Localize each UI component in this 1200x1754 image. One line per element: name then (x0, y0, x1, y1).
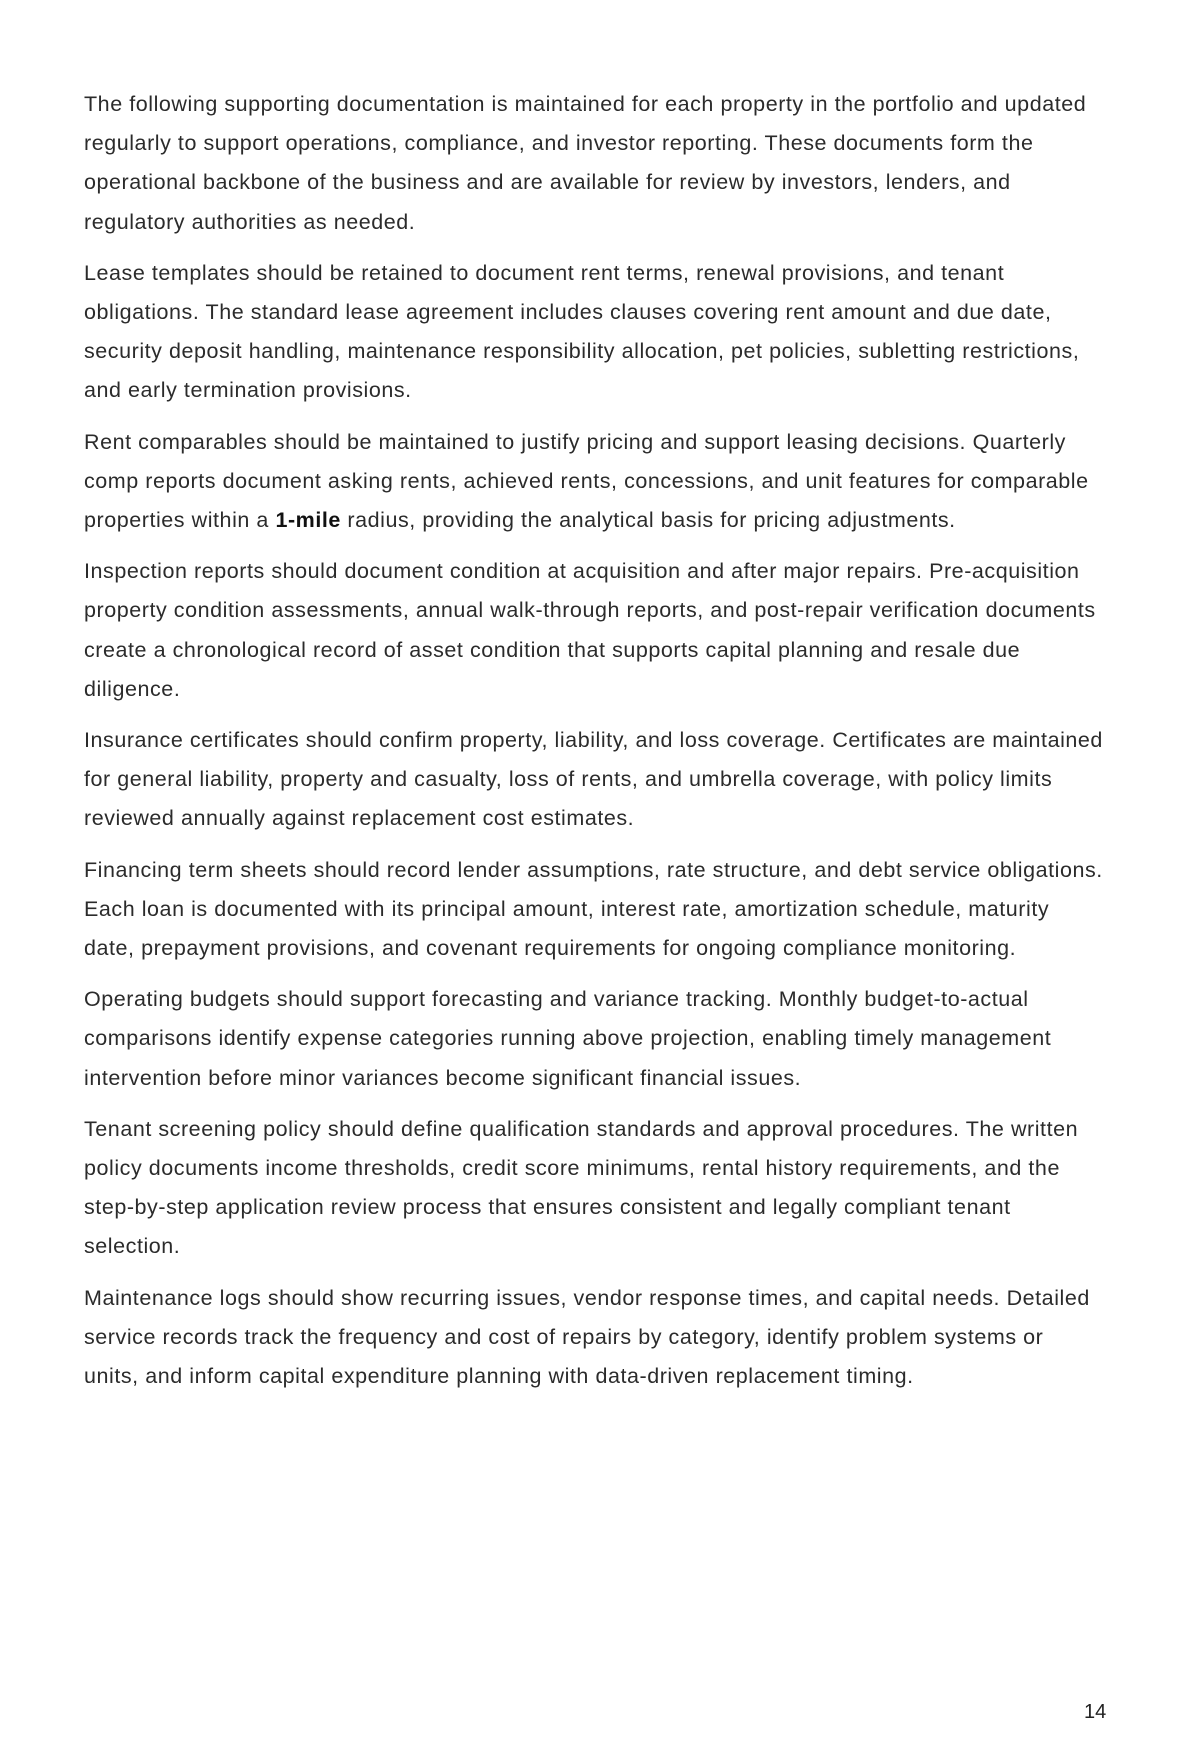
paragraph-lease-templates: Lease templates should be retained to document rent terms, renewal provisions, and tenant obligations. The standard lease agreement includes clauses covering rent amount and due date, security deposit handling, maintenance responsibility allocation, pet policies, subletting restrictions, and early termination provisions. (84, 260, 1080, 403)
document-body (84, 85, 1104, 1408)
rent-comparables-text-before: Rent comparables should be maintained to justify pricing and support leasing decisions. Quarterly comp reports document asking rents, achieved rents, concessions, and unit features for comparable properties within a (84, 429, 1089, 533)
paragraph-insurance-certificates: Insurance certificates should confirm property, liability, and loss coverage. Certificates are maintained for general liability, property and casualty, loss of rents, and umbrella coverage, with policy limits reviewed annually against replacement cost estimates. (84, 728, 1103, 831)
paragraph-intro: The following supporting documentation is maintained for each property in the portfolio and updated regularly to support operations, compliance, and investor reporting. These documents form the operational backbone of the business and are available for review by investors, lenders, and regulatory authorities as needed. (84, 92, 1087, 234)
paragraph-maintenance-logs: Maintenance logs should show recurring issues, vendor response times, and capital needs. Detailed service records track the frequency and cost of repairs by category, identify problem systems or units, and inform capital expenditure planning with data-driven replacement timing. (84, 1285, 1090, 1389)
paragraph-tenant-screening: Tenant screening policy should define qualification standards and approval procedures. The written policy documents income thresholds, credit score minimums, rental history requirements, and the step-by-step application review process that ensures consistent and legally compliant tenant selection. (84, 1116, 1079, 1259)
paragraph-operating-budgets: Operating budgets should support forecasting and variance tracking. Monthly budget-to-actual comparisons identify expense categories running above projection, enabling timely management intervention before minor variances become significant financial issues. (84, 987, 1052, 1090)
paragraph-inspection-reports: Inspection reports should document condition at acquisition and after major repairs. Pre-acquisition property condition assessments, annual walk-through reports, and post-repair verification documents create a chronological record of asset condition that supports capital planning and resale due diligence. (84, 559, 1096, 701)
paragraph-rent-comparables (84, 423, 1104, 541)
page-number: 14 (1084, 1701, 1107, 1723)
paragraph-financing-term-sheets: Financing term sheets should record lender assumptions, rate structure, and debt service obligations. Each loan is documented with its principal amount, interest rate, amortization schedule, maturity date, prepayment provisions, and covenant requirements for ongoing compliance monitoring. (84, 857, 1103, 961)
radius-emphasis: 1-mile (275, 508, 341, 533)
rent-comparables-text-after: radius, providing the analytical basis for pricing adjustments. (340, 508, 956, 533)
